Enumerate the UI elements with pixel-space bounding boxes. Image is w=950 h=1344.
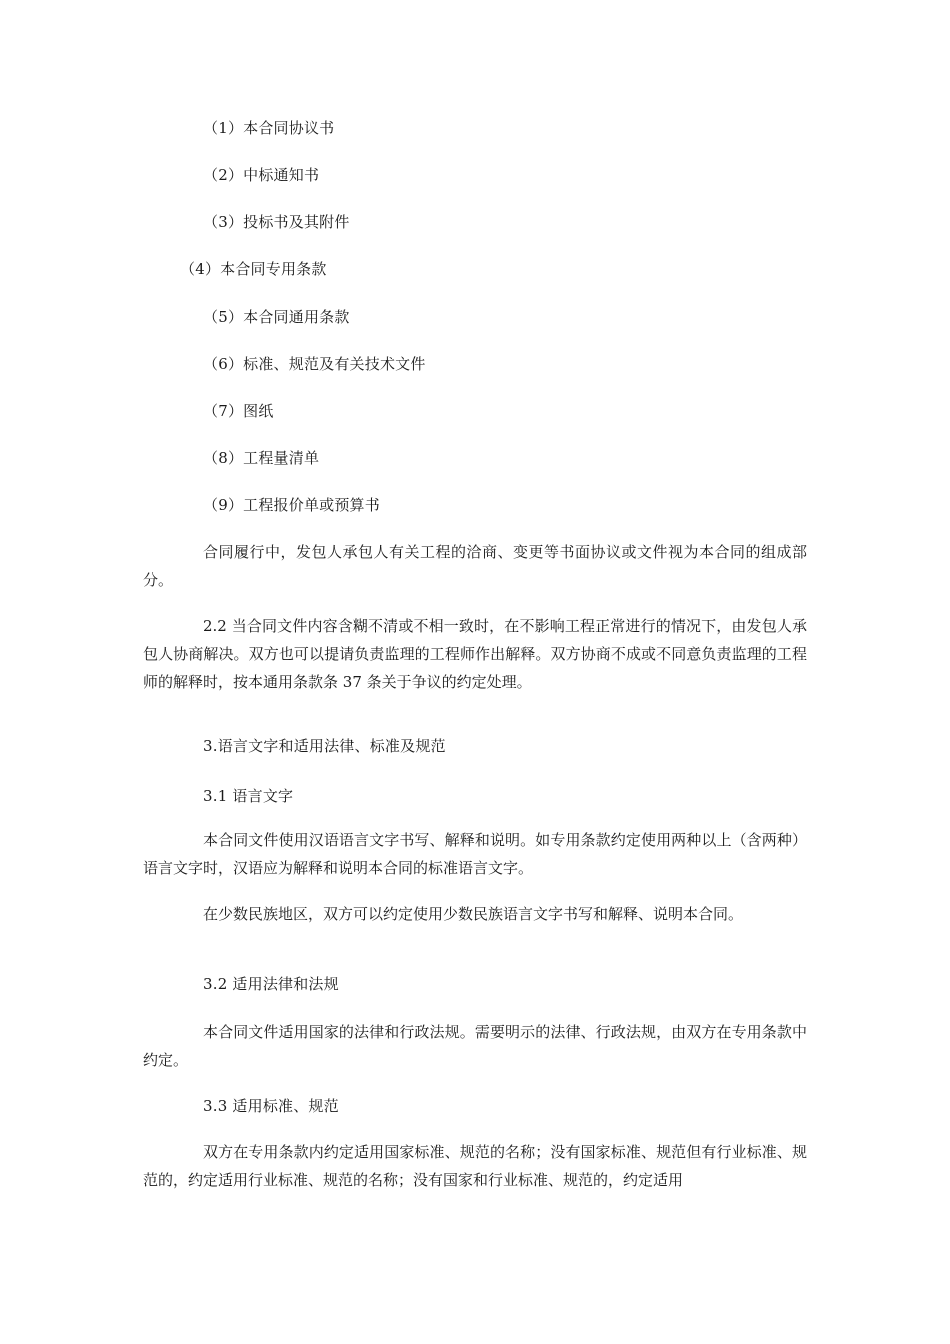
list-item-1: （1）本合同协议书 <box>203 119 335 137</box>
list-item-5: （5）本合同通用条款 <box>203 308 350 326</box>
list-item-7: （7）图纸 <box>203 402 274 420</box>
paragraph-contract-composition: 合同履行中，发包人承包人有关工程的洽商、变更等书面协议或文件视为本合同的组成部分。 <box>143 543 807 589</box>
paragraph-2-2: 2.2 当合同文件内容含糊不清或不相一致时，在不影响工程正常进行的情况下，由发包人承包人协商解决。双方也可以提请负责监理的工程师作出解释。双方协商不成或不同意负责监理的工程师的解释时，按本通用条款条 37 条关于争议的约定处理。 <box>143 617 807 691</box>
section-heading-3-1: 3.1 语言文字 <box>203 787 294 805</box>
section-heading-3: 3.语言文字和适用法律、标准及规范 <box>203 737 446 755</box>
section-heading-3-2: 3.2 适用法律和法规 <box>203 975 339 993</box>
list-item-9: （9）工程报价单或预算书 <box>203 496 380 514</box>
paragraph-3-3: 双方在专用条款内约定适用国家标准、规范的名称；没有国家标准、规范但有行业标准、规范的，约定适用行业标准、规范的名称；没有国家和行业标准、规范的，约定适用 <box>143 1143 807 1189</box>
list-item-3: （3）投标书及其附件 <box>203 213 350 231</box>
list-item-2: （2）中标通知书 <box>203 166 320 184</box>
list-item-8: （8）工程量清单 <box>203 449 320 467</box>
list-item-4: （4）本合同专用条款 <box>180 260 327 278</box>
paragraph-3-1-b: 在少数民族地区，双方可以约定使用少数民族语言文字书写和解释、说明本合同。 <box>203 905 744 923</box>
section-heading-3-3: 3.3 适用标准、规范 <box>203 1097 339 1115</box>
list-item-6: （6）标准、规范及有关技术文件 <box>203 355 426 373</box>
paragraph-3-1-a: 本合同文件使用汉语语言文字书写、解释和说明。如专用条款约定使用两种以上（含两种）语言文字时，汉语应为解释和说明本合同的标准语言文字。 <box>143 831 807 877</box>
paragraph-3-2: 本合同文件适用国家的法律和行政法规。需要明示的法律、行政法规，由双方在专用条款中约定。 <box>143 1023 807 1069</box>
